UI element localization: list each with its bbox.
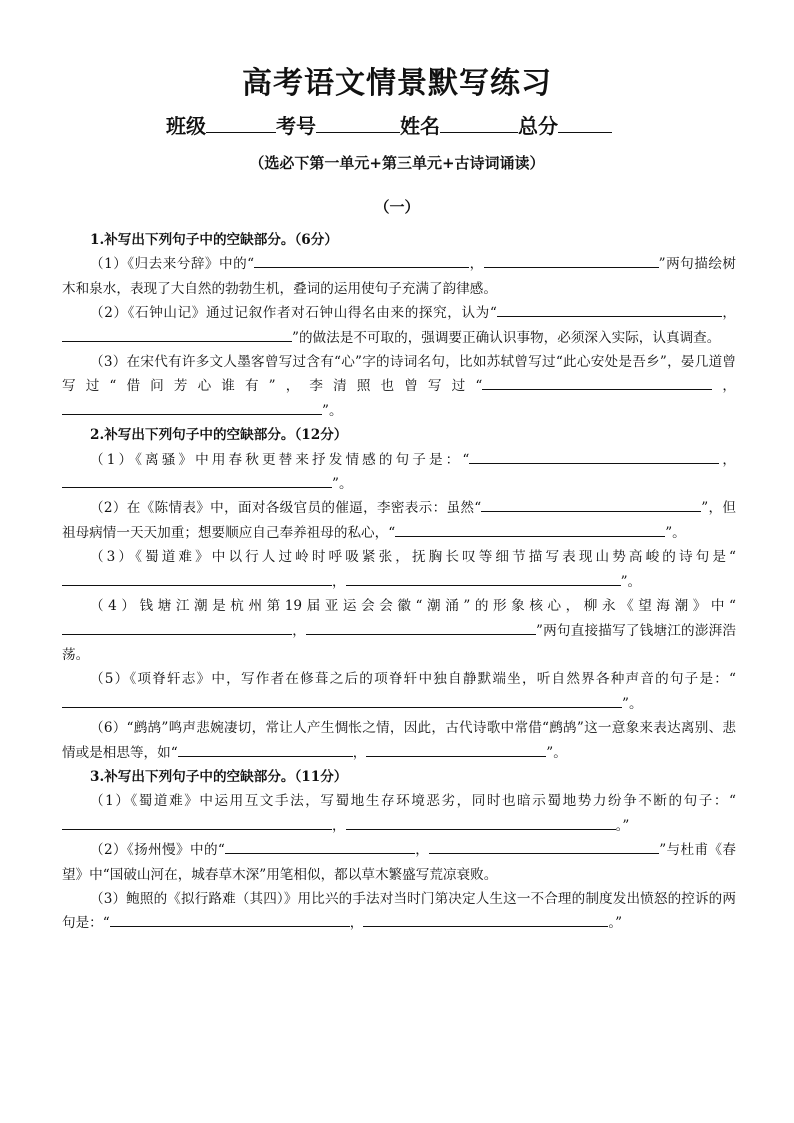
answer-blank bbox=[481, 497, 701, 512]
item-text: ， bbox=[414, 842, 430, 859]
answer-blank bbox=[62, 327, 292, 342]
answer-blank bbox=[469, 449, 719, 464]
answer-blank bbox=[62, 473, 332, 488]
item-text: ， bbox=[719, 451, 737, 468]
answer-blank bbox=[225, 839, 415, 854]
answer-blank bbox=[366, 742, 546, 757]
class-label: 班级 bbox=[166, 114, 206, 138]
item-text: （3）鲍照的《拟行路难（其四）》用比兴的手法对当时门第决定人生这一不合理的制度发出愤怒的控诉的两句是：“ bbox=[62, 890, 736, 932]
item-text: ， bbox=[292, 622, 306, 639]
answer-blank bbox=[482, 375, 712, 390]
question-2-item-3 bbox=[62, 545, 736, 594]
item-text: ”。 bbox=[322, 402, 343, 419]
question-2-item-6 bbox=[62, 716, 736, 765]
part-heading: （一） bbox=[374, 198, 420, 216]
item-text: ， bbox=[721, 305, 737, 322]
item-text: ”两句直接描写了钱塘江的澎湃浩荡。 bbox=[62, 622, 737, 663]
item-text: ”。 bbox=[622, 695, 643, 712]
item-text: （3）在宋代有许多文人墨客曾写过含有“心”字的诗词名句，比如苏轼曾写过“此心安处是吾乡”，晏几道曾写过“借问芳心谁有”，李清照也曾写过“ bbox=[62, 354, 736, 395]
question-1-title: 1.补写出下列句子中的空缺部分。（6分） bbox=[90, 232, 338, 248]
answer-blank bbox=[62, 571, 332, 586]
item-text: （1）《归去来兮辞》中的“ bbox=[90, 256, 255, 273]
answer-blank bbox=[429, 839, 659, 854]
item-text: ”的做法是不可取的，强调要正确认识事物，必须深入实际，认真调查。 bbox=[292, 329, 721, 346]
score-label: 总分 bbox=[518, 114, 558, 138]
subtitle: （选必下第一单元+第三单元+古诗词诵读） bbox=[249, 154, 545, 172]
answer-blank bbox=[110, 912, 350, 927]
item-text: ， bbox=[469, 256, 484, 273]
question-3-item-2 bbox=[62, 838, 736, 887]
page-title: 高考语文情景默写练习 bbox=[242, 66, 552, 101]
score-blank bbox=[558, 114, 612, 133]
item-text: ”。 bbox=[332, 476, 353, 493]
class-blank bbox=[206, 114, 276, 133]
item-text: ”，但祖母病情一天天加重；想要顺应自己奉养祖母的私心，“ bbox=[62, 500, 736, 541]
item-text: ”。 bbox=[620, 573, 642, 590]
exam-no-label: 考号 bbox=[276, 114, 316, 138]
item-text: ”两句描绘树木和泉水，表现了大自然的勃勃生机，叠词的运用使句子充满了韵律感。 bbox=[62, 256, 736, 297]
item-text: （2）《扬州慢》中的“ bbox=[90, 842, 225, 859]
item-text: ， bbox=[712, 378, 736, 395]
item-text: （5）《项脊轩志》中，写作者在修葺之后的项脊轩中独自静默端坐，听自然界各种声音的句子是：“ bbox=[90, 671, 736, 688]
answer-blank bbox=[346, 571, 621, 586]
question-2-item-5 bbox=[62, 667, 736, 716]
answer-blank bbox=[363, 912, 608, 927]
item-text: ”。 bbox=[546, 744, 567, 761]
item-text: ”。 bbox=[665, 524, 686, 541]
item-text: （6）“鹧鸪”鸣声悲婉凄切，常让人产生惆怅之情，因此，古代诗歌中常借“鹧鸪”这一意象来表达离别、悲情或是相思等，如“ bbox=[62, 720, 736, 761]
item-text: ， bbox=[332, 817, 346, 834]
question-1-item-1 bbox=[62, 252, 736, 301]
item-text: （1）《蜀道难》中运用互文手法，写蜀地生存环境恶劣，同时也暗示蜀地势力纷争不断的句子：“ bbox=[90, 793, 736, 810]
item-text: （3）《蜀道难》中以行人过岭时呼吸紧张，抚胸长叹等细节描写表现山势高峻的诗句是“ bbox=[90, 549, 736, 566]
item-text: （4）钱塘江潮是杭州第19届亚运会会徽“潮涌”的形象核心，柳永《望海潮》中“ bbox=[90, 598, 736, 615]
answer-blank bbox=[484, 253, 659, 268]
question-3-item-1 bbox=[62, 789, 736, 838]
item-text: （2）在《陈情表》中，面对各级官员的催逼，李密表示：虽然“ bbox=[90, 500, 482, 517]
question-2-title: 2.补写出下列句子中的空缺部分。（12分） bbox=[90, 427, 348, 444]
item-text: ”与杜甫《春望》中“国破山河在，城春草木深”用笔相似，都以草木繁盛写荒凉衰败。 bbox=[62, 842, 736, 883]
question-2-item-2 bbox=[62, 496, 736, 545]
question-3-item-3 bbox=[62, 887, 736, 936]
name-blank bbox=[440, 114, 518, 133]
item-text: ， bbox=[349, 915, 364, 932]
answer-blank bbox=[62, 620, 292, 635]
item-text: （1）《离骚》中用春秋更替来抒发情感的句子是：“ bbox=[90, 451, 470, 468]
answer-blank bbox=[346, 815, 616, 830]
question-1-item-2 bbox=[62, 301, 736, 350]
answer-blank bbox=[62, 693, 622, 708]
item-text: （2）《石钟山记》通过记叙作者对石钟山得名由来的探究，认为“ bbox=[90, 305, 497, 322]
answer-blank bbox=[497, 302, 722, 317]
answer-blank bbox=[62, 815, 332, 830]
answer-blank bbox=[62, 400, 322, 415]
item-text: 。” bbox=[615, 817, 630, 834]
questions bbox=[62, 228, 736, 936]
item-text: 。” bbox=[608, 915, 623, 932]
question-2-item-4 bbox=[62, 594, 736, 667]
item-text: ， bbox=[332, 573, 346, 590]
answer-blank bbox=[254, 253, 469, 268]
question-1-item-3 bbox=[62, 350, 736, 423]
answer-blank bbox=[178, 742, 353, 757]
item-text: ， bbox=[352, 744, 367, 761]
answer-blank bbox=[306, 620, 536, 635]
question-2-item-1 bbox=[62, 448, 736, 497]
question-3-title: 3.补写出下列句子中的空缺部分。（11分） bbox=[90, 768, 348, 785]
student-info-line bbox=[166, 110, 636, 139]
exam-no-blank bbox=[316, 114, 400, 133]
name-label: 姓名 bbox=[400, 114, 440, 138]
answer-blank bbox=[395, 522, 665, 537]
